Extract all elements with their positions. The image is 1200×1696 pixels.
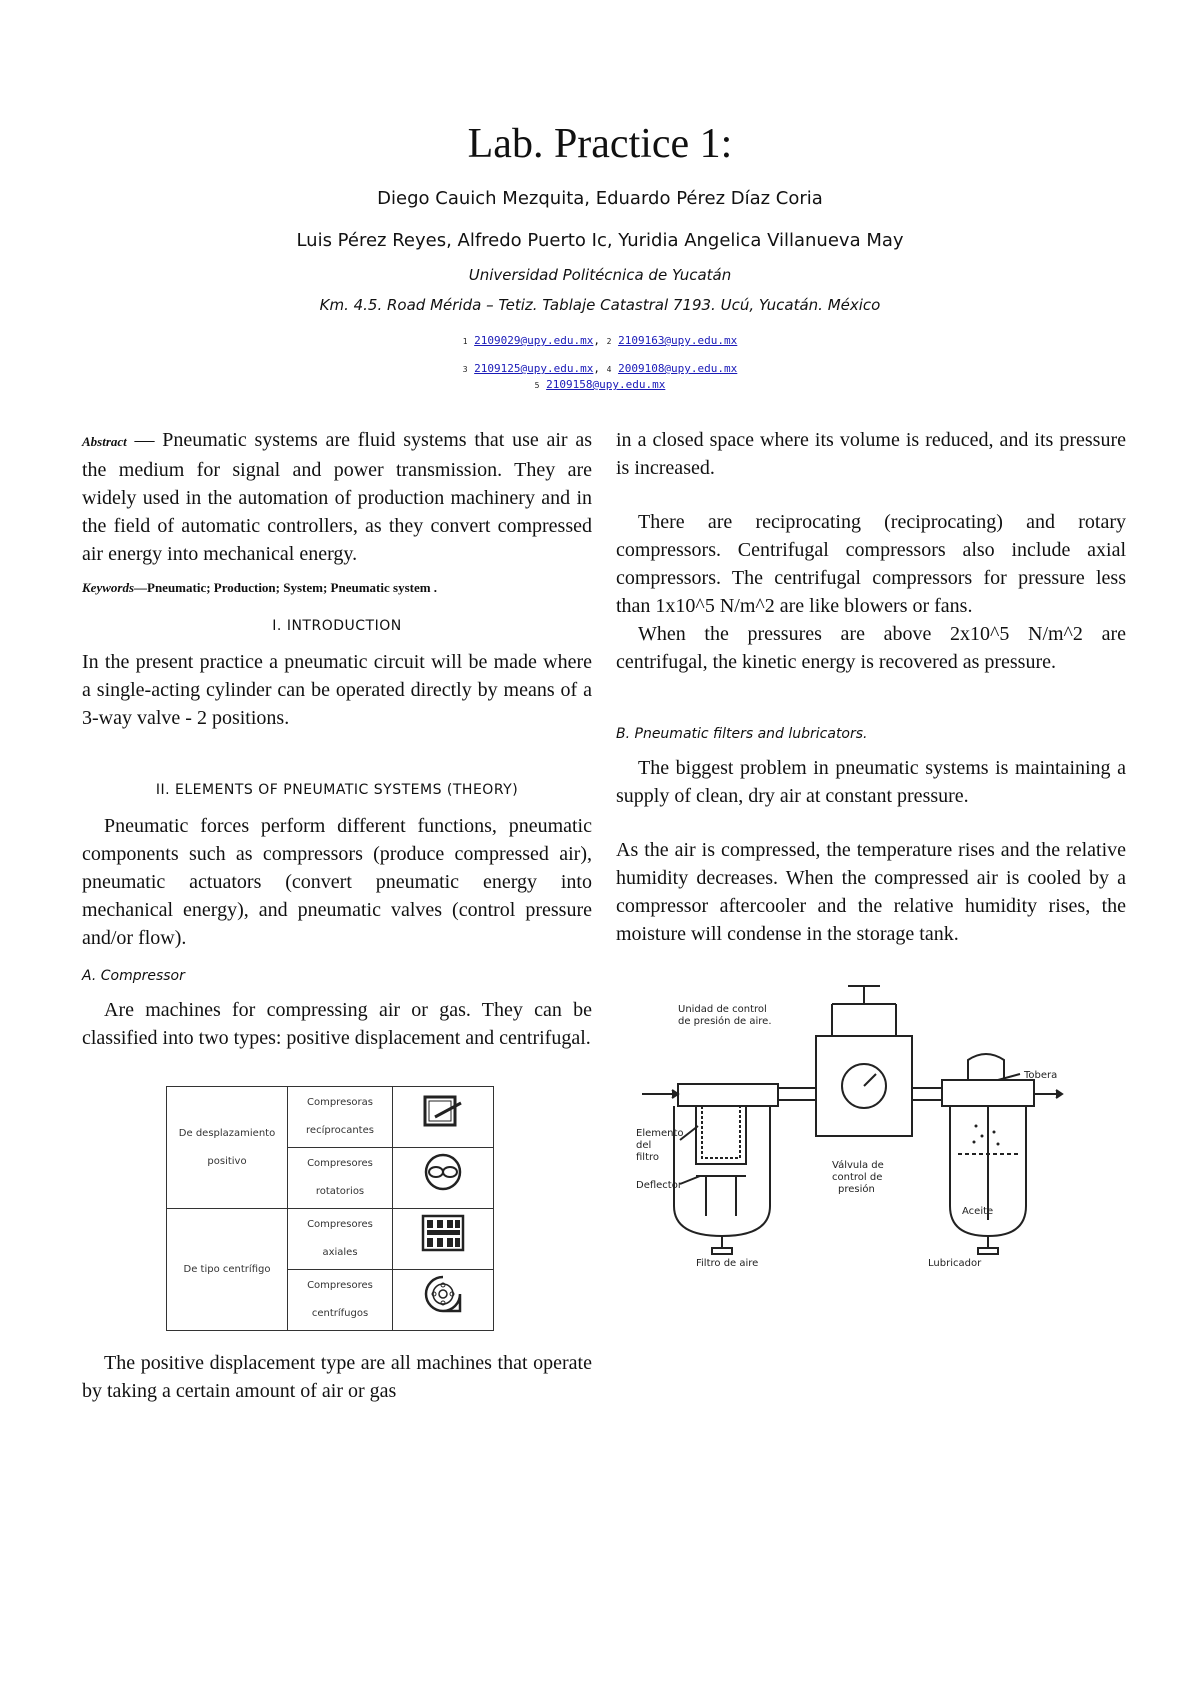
fig-label: control de <box>832 1172 883 1183</box>
right-column <box>616 426 1126 1284</box>
fig-label: del <box>636 1140 652 1151</box>
fig-label: filtro <box>636 1152 660 1163</box>
university: Universidad Politécnica de Yucatán <box>468 266 732 284</box>
compressor-heading: A. Compressor <box>82 968 185 984</box>
emails-line-3 <box>0 378 1200 391</box>
email-link-2[interactable]: 2109163@upy.edu.mx <box>618 334 738 347</box>
filters-heading: B. Pneumatic filters and lubricators. <box>616 726 868 742</box>
type-cell: Compresores axiales <box>288 1209 393 1270</box>
reciprocating-icon <box>393 1087 494 1148</box>
pressure-text: When the pressures are above 2x10^5 N/m^2 are centrifugal, the kinetic energy is recovered as pressure. <box>616 623 1126 673</box>
fig-label: Tobera <box>1024 1070 1058 1081</box>
email-number: 1 <box>462 337 468 346</box>
filter-lubricator-figure <box>636 976 1126 1284</box>
type-cell: Compresores centrífugos <box>288 1270 393 1331</box>
fig-label: Lubricador <box>928 1258 982 1269</box>
abstract <box>82 426 592 568</box>
intro-text: In the present practice a pneumatic circuit will be made where a single-acting cylinder can be operated directly by means of a 3-way valve - 2 positions. <box>82 651 592 729</box>
fig-label: de presión de aire. <box>678 1016 772 1027</box>
fig-label: Unidad de control <box>678 1004 767 1015</box>
positive-text: The positive displacement type are all machines that operate by taking a certain amount of air or gas <box>82 1352 592 1402</box>
abstract-text: — Pneumatic systems are fluid systems that use air as the medium for signal and power transmission. They are widely used in the automation of production machinery and in the field of automatic controllers, as they convert compressed air energy into mechanical energy. <box>82 429 592 565</box>
email-number: 4 <box>606 365 612 374</box>
fig-label: Elemento <box>636 1128 684 1139</box>
centrifugal-icon <box>393 1270 494 1331</box>
fig-label: presión <box>838 1184 875 1195</box>
positive-text-cont: in a closed space where its volume is reduced, and its pressure is increased. <box>616 429 1126 479</box>
elements-heading: II. ELEMENTS OF PNEUMATIC SYSTEMS (THEORY) <box>155 782 519 798</box>
abstract-label: Abstract <box>82 434 127 449</box>
filters-text-1: The biggest problem in pneumatic systems is maintaining a supply of clean, dry air at constant pressure. <box>616 757 1126 807</box>
keywords <box>82 578 592 598</box>
fig-label: Deflector <box>636 1180 682 1191</box>
fig-label: Válvula de <box>832 1160 884 1171</box>
page-title: Lab. Practice 1: <box>467 121 733 167</box>
fig-label: Filtro de aire <box>696 1258 759 1269</box>
email-link-5[interactable]: 2109158@upy.edu.mx <box>546 378 666 391</box>
keywords-label: Keywords <box>82 580 134 595</box>
keywords-text: —Pneumatic; Production; System; Pneumatic system . <box>134 580 438 595</box>
email-number: 2 <box>606 337 612 346</box>
type-cell: Compresores rotatorios <box>288 1148 393 1209</box>
authors-line-2: Luis Pérez Reyes, Alfredo Puerto Ic, Yuridia Angelica Villanueva May <box>296 230 904 251</box>
group-positive: De desplazamiento positivo <box>167 1087 288 1209</box>
fig-label: Aceite <box>962 1206 994 1217</box>
address: Km. 4.5. Road Mérida – Tetiz. Tablaje Catastral 7193. Ucú, Yucatán. México <box>319 296 881 314</box>
email-number: 3 <box>462 365 468 374</box>
email-link-3[interactable]: 2109125@upy.edu.mx <box>474 362 594 375</box>
filters-text-2: As the air is compressed, the temperature rises and the relative humidity decreases. When the compressed air is cooled by a compressor aftercooler and the relative humidity rises, the moisture will condense in the storage tank. <box>616 839 1126 945</box>
email-link-4[interactable]: 2009108@upy.edu.mx <box>618 362 738 375</box>
types-text: There are reciprocating (reciprocating) and rotary compressors. Centrifugal compressors also include axial compressors. The centrifugal compressors for pressure less than 1x10^5 N/m^2 are like blowers or fans. <box>616 511 1126 617</box>
group-centrifugal: De tipo centrífigo <box>167 1209 288 1331</box>
email-number: 5 <box>534 381 540 390</box>
compressor-table <box>166 1086 592 1331</box>
oil-drops <box>973 1125 1000 1146</box>
axial-icon <box>393 1209 494 1270</box>
rotary-icon <box>393 1148 494 1209</box>
left-column <box>82 426 592 1405</box>
emails-line-1: 1 2109029@upy.edu.mx, 2 2109163@upy.edu.mx <box>462 334 738 347</box>
email-link-1[interactable]: 2109029@upy.edu.mx <box>474 334 594 347</box>
type-cell: Compresoras recíprocantes <box>288 1087 393 1148</box>
authors-line-1: Diego Cauich Mezquita, Eduardo Pérez Díaz Coria <box>377 188 823 209</box>
compressor-text: Are machines for compressing air or gas. They can be classified into two types: positive displacement and centrifugal. <box>82 999 592 1049</box>
intro-heading: I. INTRODUCTION <box>272 618 402 634</box>
emails-line-2: 3 2109125@upy.edu.mx, 4 2009108@upy.edu.mx <box>462 362 738 375</box>
elements-text: Pneumatic forces perform different functions, pneumatic components such as compressors (produce compressed air), pneumatic actuators (convert pneumatic energy into mechanical energy), and pneumatic valves (control pressure and/or flow). <box>82 815 592 949</box>
